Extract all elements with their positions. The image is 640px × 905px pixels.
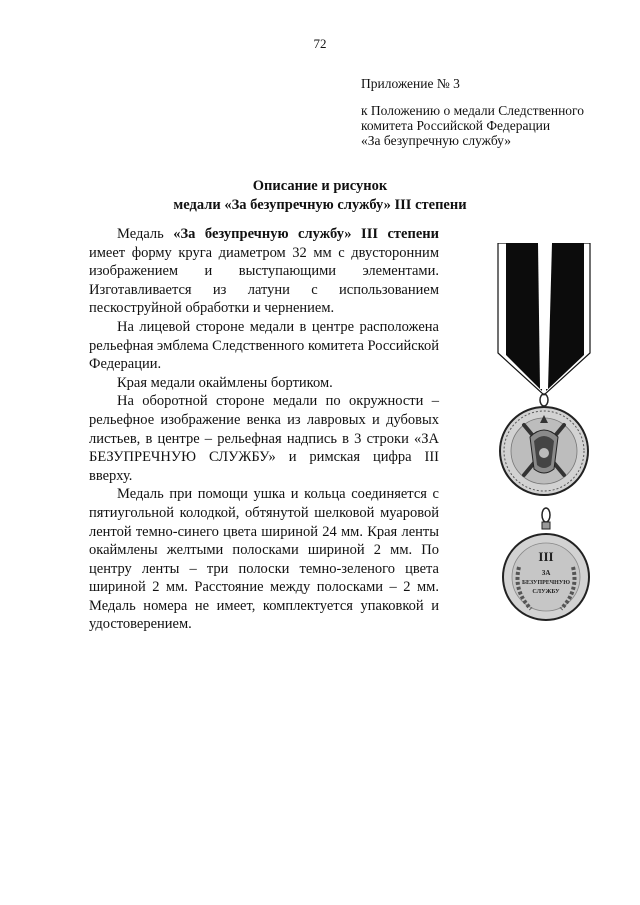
appendix-subtitle-line: комитета Российской Федерации — [361, 118, 551, 133]
p1-prefix: Медаль — [117, 226, 174, 242]
heading-line-1: Описание и рисунок — [252, 178, 388, 194]
reverse-numeral: III — [538, 549, 554, 564]
paragraph-1 — [89, 225, 439, 318]
description-text — [89, 225, 439, 634]
reverse-inscription-line-3: СЛУЖБУ — [532, 589, 560, 595]
document-heading — [0, 177, 640, 215]
appendix-subtitle-line: к Положению о медали Следственного — [361, 103, 585, 118]
appendix-title: Приложение № 3 — [361, 76, 460, 91]
medal-name-bold: «За безупречную службу» III степени — [173, 226, 439, 242]
p1-rest: имеет форму круга диаметром 32 мм с двусторонним изображением и выступающими элементами. Изготавливается из латуни с использованием пескоструйной обработки и чернением. — [89, 244, 439, 317]
paragraph-2: На лицевой стороне медали в центре расположена рельефная эмблема Следственного комитета Российской Федерации. — [89, 318, 439, 373]
medal-eyelet — [542, 508, 550, 529]
paragraph-5: Медаль при помощи ушка и кольца соединяется с пятиугольной колодкой, обтянутой шелковой муаровой лентой темно-синего цвета шириной 24 мм. Края ленты окаймлены желтыми полосками шириной 2 мм. По центру ленты – три полоски темно-зеленого цвета шириной 2 мм. Расстояние между полосками – 2 мм. Медаль номера не имеет, комплектуется упаковкой и удостоверением. — [89, 486, 439, 633]
paragraph-3: Края медали окаймлены бортиком. — [117, 374, 333, 391]
reverse-inscription-line-2: БЕЗУПРЕЧНУЮ — [521, 580, 571, 586]
reverse-inscription-line-1: ЗА — [541, 569, 551, 577]
paragraph-4: На оборотной стороне медали по окружности – рельефное изображение венка из лавровых и дубовых листьев, в центре – рельефная надпись в 3 строки «ЗА БЕЗУПРЕЧНУЮ СЛУЖБУ» и римская цифра III вверху. — [89, 393, 439, 484]
medal-obverse-illustration — [490, 243, 600, 503]
medal-reverse-illustration — [501, 505, 591, 655]
appendix-subtitle-line: «За безупречную службу» — [361, 133, 512, 148]
page-number: 72 — [313, 36, 327, 51]
heading-line-2: медали «За безупречную службу» III степени — [173, 197, 467, 213]
appendix-subtitle — [361, 103, 584, 148]
ribbon-block — [498, 243, 590, 395]
